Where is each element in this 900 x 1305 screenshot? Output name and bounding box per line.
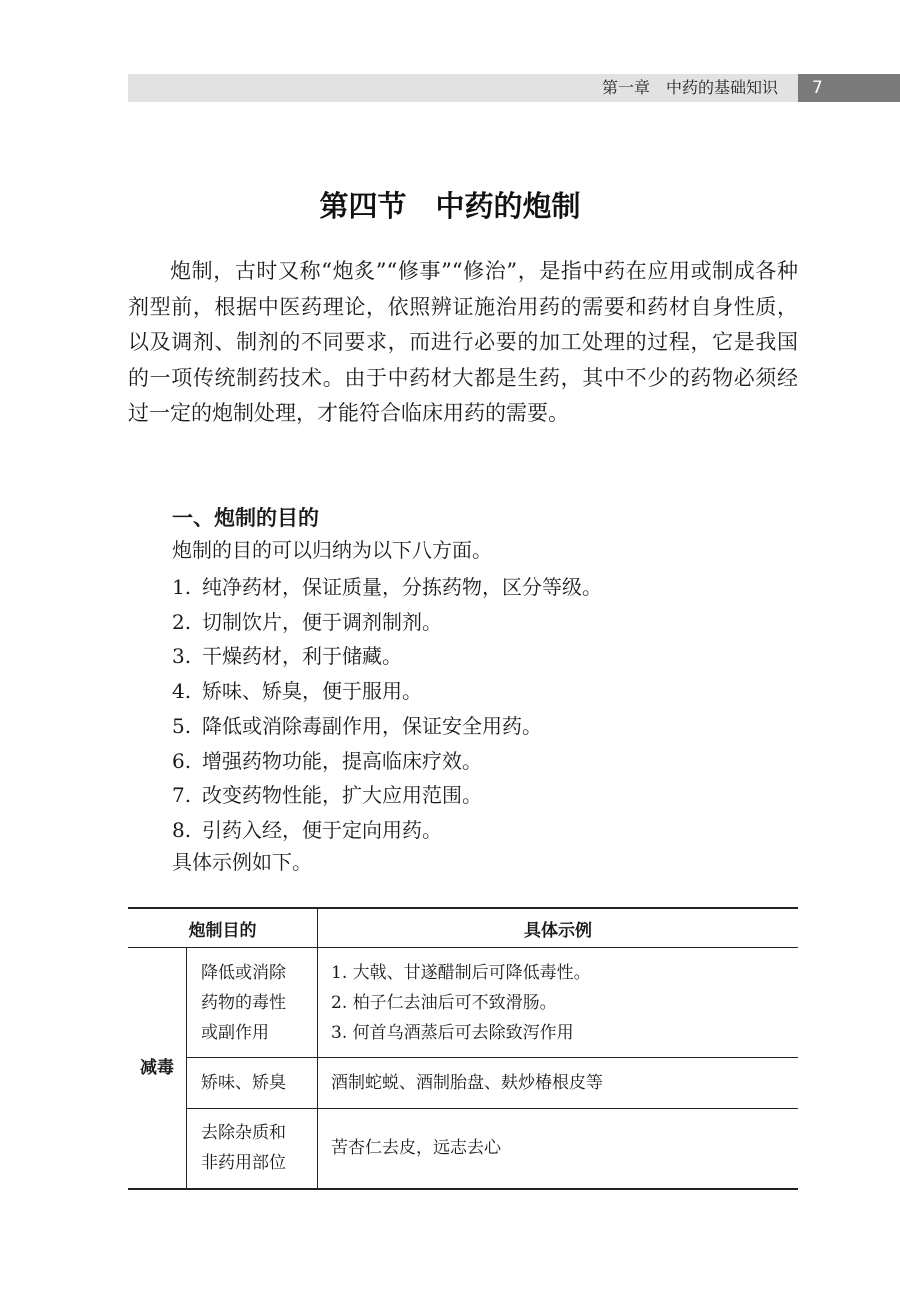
example-line: 酒制蛇蜕、酒制胎盘、麸炒椿根皮等 [331, 1073, 603, 1093]
list-item-number: 6. [172, 748, 192, 773]
list-item-text: 降低或消除毒副作用，保证安全用药。 [202, 713, 542, 738]
list-item [172, 778, 602, 813]
page-number: 7 [812, 78, 823, 98]
subcategory-line: 或副作用 [201, 1022, 269, 1043]
intro-paragraph: 炮制，古时又称“炮炙”“修事”“修治”，是指中药在应用或制成各种剂型前，根据中医药理论，依照辨证施治用药的需要和药材自身性质，以及调剂、制剂的不同要求，而进行必要的加工处理的过程，它是我国的一项传统制药技术。由于中药材大都是生药，其中不少的药物必须经过一定的炮制处理，才能符合临床用药的需要。 [128, 259, 798, 425]
list-item [172, 709, 602, 744]
subcategory-cell [187, 1109, 318, 1189]
list-item [172, 570, 602, 605]
list-item [172, 674, 602, 709]
example-line: 2. 柏子仁去油后可不致滑肠。 [331, 992, 557, 1013]
example-cell [318, 1109, 799, 1189]
list-item [172, 744, 602, 779]
subcategory-line: 去除杂质和 [201, 1123, 286, 1144]
table-row [128, 1058, 798, 1109]
list-item-number: 8. [172, 817, 192, 842]
example-line: 苦杏仁去皮，远志去心 [331, 1138, 501, 1159]
page-number-box [798, 74, 900, 102]
column-header-examples: 具体示例 [318, 908, 799, 948]
list-item-number: 3. [172, 644, 192, 669]
table-header-row [128, 908, 798, 948]
list-item [172, 605, 602, 640]
table-row [128, 1109, 798, 1189]
list-item-text: 切制饮片，便于调剂制剂。 [202, 609, 442, 634]
list-item-text: 增强药物功能，提高临床疗效。 [202, 748, 482, 773]
list-item [172, 813, 602, 848]
list-item-text: 纯净药材，保证质量，分拣药物，区分等级。 [202, 575, 602, 599]
examples-table [128, 907, 798, 1190]
summary-line: 炮制的目的可以归纳为以下八方面。 [172, 538, 492, 562]
list-item-text: 干燥药材，利于储藏。 [202, 644, 402, 669]
subcategory-cell [187, 1058, 318, 1109]
example-cell [318, 1058, 799, 1109]
list-item-number: 4. [172, 679, 192, 704]
example-cell [318, 948, 799, 1058]
subcategory-cell [187, 948, 318, 1058]
subheading: 一、炮制的目的 [172, 506, 319, 530]
table-row [128, 948, 798, 1058]
chapter-title: 第一章 中药的基础知识 [601, 78, 778, 97]
purpose-list [172, 570, 602, 848]
list-item-number: 5. [172, 713, 192, 738]
list-item-text: 引药入经，便于定向用药。 [202, 817, 442, 842]
list-item-number: 1. [172, 575, 192, 599]
list-item-number: 7. [172, 783, 192, 808]
subcategory-line: 降低或消除 [201, 962, 286, 983]
column-header-purpose: 炮制目的 [128, 908, 318, 948]
list-item-number: 2. [172, 609, 192, 634]
subcategory-line: 药物的毒性 [201, 992, 286, 1013]
subcategory-line: 非药用部位 [201, 1153, 286, 1174]
category-cell: 减毒 [128, 948, 187, 1189]
running-header [128, 74, 798, 102]
subcategory-line: 矫味、矫臭 [201, 1073, 286, 1093]
example-line: 1. 大戟、甘遂醋制后可降低毒性。 [331, 962, 591, 983]
list-item [172, 639, 602, 674]
section-title: 第四节 中药的炮制 [319, 189, 581, 223]
example-line: 3. 何首乌酒蒸后可去除致泻作用 [331, 1022, 574, 1043]
list-item-text: 改变药物性能，扩大应用范围。 [202, 783, 482, 808]
list-item-text: 矫味、矫臭，便于服用。 [202, 679, 422, 704]
examples-intro: 具体示例如下。 [172, 850, 312, 874]
